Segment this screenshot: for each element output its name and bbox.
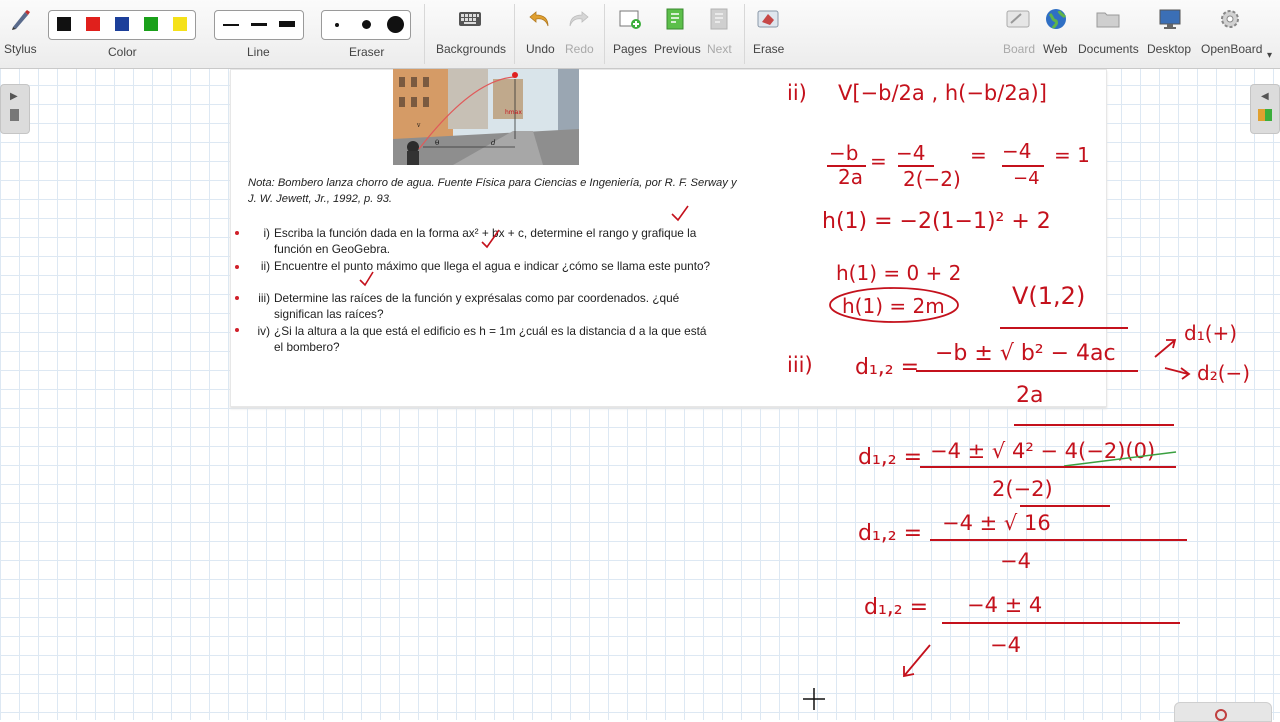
hw-vertex-result: V(1,2) xyxy=(1012,282,1086,310)
question-text: Encuentre el punto máximo que llega el agua e indicar ¿cómo se llama este punto? xyxy=(274,259,711,273)
hw-sub3-num: −4 ± 4 xyxy=(967,593,1043,617)
v-label: v xyxy=(417,122,421,129)
previous-label: Previous xyxy=(654,42,701,56)
hw-iii-label: iii) xyxy=(787,353,813,377)
desktop-label: Desktop xyxy=(1147,42,1192,56)
question-num: iii) xyxy=(258,291,270,305)
hw-result-one: = 1 xyxy=(1054,143,1090,167)
question-text: Determine las raíces de la función y exprésalas como par coordenados. ¿qué significan las raíces? xyxy=(274,291,680,321)
expand-left-icon: ◀ xyxy=(1261,91,1269,102)
board-label: Board xyxy=(1003,42,1036,56)
hw-sub2-den: −4 xyxy=(1000,549,1031,573)
arrow-icon xyxy=(1155,340,1175,357)
question-text: Escriba la función dada en la forma ax² + bx + c, determine el rango y grafique la función en GeoGebra. xyxy=(274,226,697,256)
figure-note: Nota: Bombero lanza chorro de agua. Fuente Física para Ciencias e Ingeniería, por R. F. Serway y J. W. Jewett, Jr., 1992, p. 93. xyxy=(248,177,737,205)
hw-frac-num: −4 xyxy=(1002,139,1032,163)
hw-d12: d₁,₂ = xyxy=(858,445,923,470)
hw-d1: d₁(+) xyxy=(1184,321,1238,345)
line-label: Line xyxy=(247,45,270,59)
hw-equals: = xyxy=(970,143,987,167)
expand-right-icon: ▶ xyxy=(10,91,18,102)
stylus-label: Stylus xyxy=(4,42,37,56)
backgrounds-label: Backgrounds xyxy=(436,42,507,56)
documents-label: Documents xyxy=(1078,42,1139,56)
hw-d2: d₂(−) xyxy=(1197,361,1251,385)
question-num: ii) xyxy=(260,259,270,273)
hw-d12: d₁,₂ = xyxy=(855,355,920,380)
checkmark-icon xyxy=(672,206,688,220)
eraser-label: Eraser xyxy=(349,45,385,59)
hw-equals: = xyxy=(870,149,887,173)
floating-widget[interactable] xyxy=(1174,702,1272,722)
openboard-label: OpenBoard xyxy=(1201,42,1263,56)
hw-sub3-den: −4 xyxy=(990,633,1021,657)
hw-d12: d₁,₂ = xyxy=(858,521,923,546)
arrow-icon xyxy=(1165,368,1189,379)
hw-sub-num: −4 ± √ 4² − 4(−2)(0) xyxy=(930,439,1156,463)
crosshair-cursor-icon xyxy=(803,688,825,710)
hw-h1-result: h(1) = 2m xyxy=(842,294,945,318)
hw-h1-eval: h(1) = −2(1−1)² + 2 xyxy=(822,209,1051,234)
hmax-label: hmax xyxy=(505,109,522,116)
theta-label: θ xyxy=(435,139,440,147)
question-num: iv) xyxy=(257,324,270,338)
pages-label: Pages xyxy=(613,42,648,56)
question-text: ¿Si la altura a la que está el edificio es h = 1m ¿cuál es la distancia d a la que está el bombero? xyxy=(274,324,707,354)
color-label: Color xyxy=(108,45,137,59)
undo-label: Undo xyxy=(526,42,555,56)
hw-vertex-formula: V[−b/2a , h(−b/2a)] xyxy=(838,81,1047,105)
question-num: i) xyxy=(263,226,270,240)
checkmark-icon xyxy=(360,272,373,285)
redo-label: Redo xyxy=(565,42,594,56)
hw-frac-den: 2(−2) xyxy=(903,167,961,191)
hw-sub-den: 2(−2) xyxy=(992,477,1053,501)
d-label: d xyxy=(491,139,496,147)
hw-frac-num: −b xyxy=(829,141,859,165)
hw-quad-den: 2a xyxy=(1016,383,1044,408)
erase-label: Erase xyxy=(753,42,785,56)
web-label: Web xyxy=(1043,42,1068,56)
hw-frac-den: −4 xyxy=(1013,168,1040,189)
hw-quad-num: −b ± √ b² − 4ac xyxy=(935,341,1116,366)
checkmark-icon xyxy=(482,230,499,247)
arrow-icon xyxy=(904,645,930,676)
hw-frac-den: 2a xyxy=(838,165,863,189)
next-label: Next xyxy=(707,42,732,56)
toolbar-overflow-icon[interactable]: ▾ xyxy=(1267,50,1273,61)
hw-ii-label: ii) xyxy=(787,81,807,105)
record-icon xyxy=(1215,709,1227,721)
hw-frac-num: −4 xyxy=(896,141,926,165)
hw-d12: d₁,₂ = xyxy=(864,595,929,620)
hw-sub2-num: −4 ± √ 16 xyxy=(942,511,1051,535)
hw-h1-simpl: h(1) = 0 + 2 xyxy=(836,261,962,285)
